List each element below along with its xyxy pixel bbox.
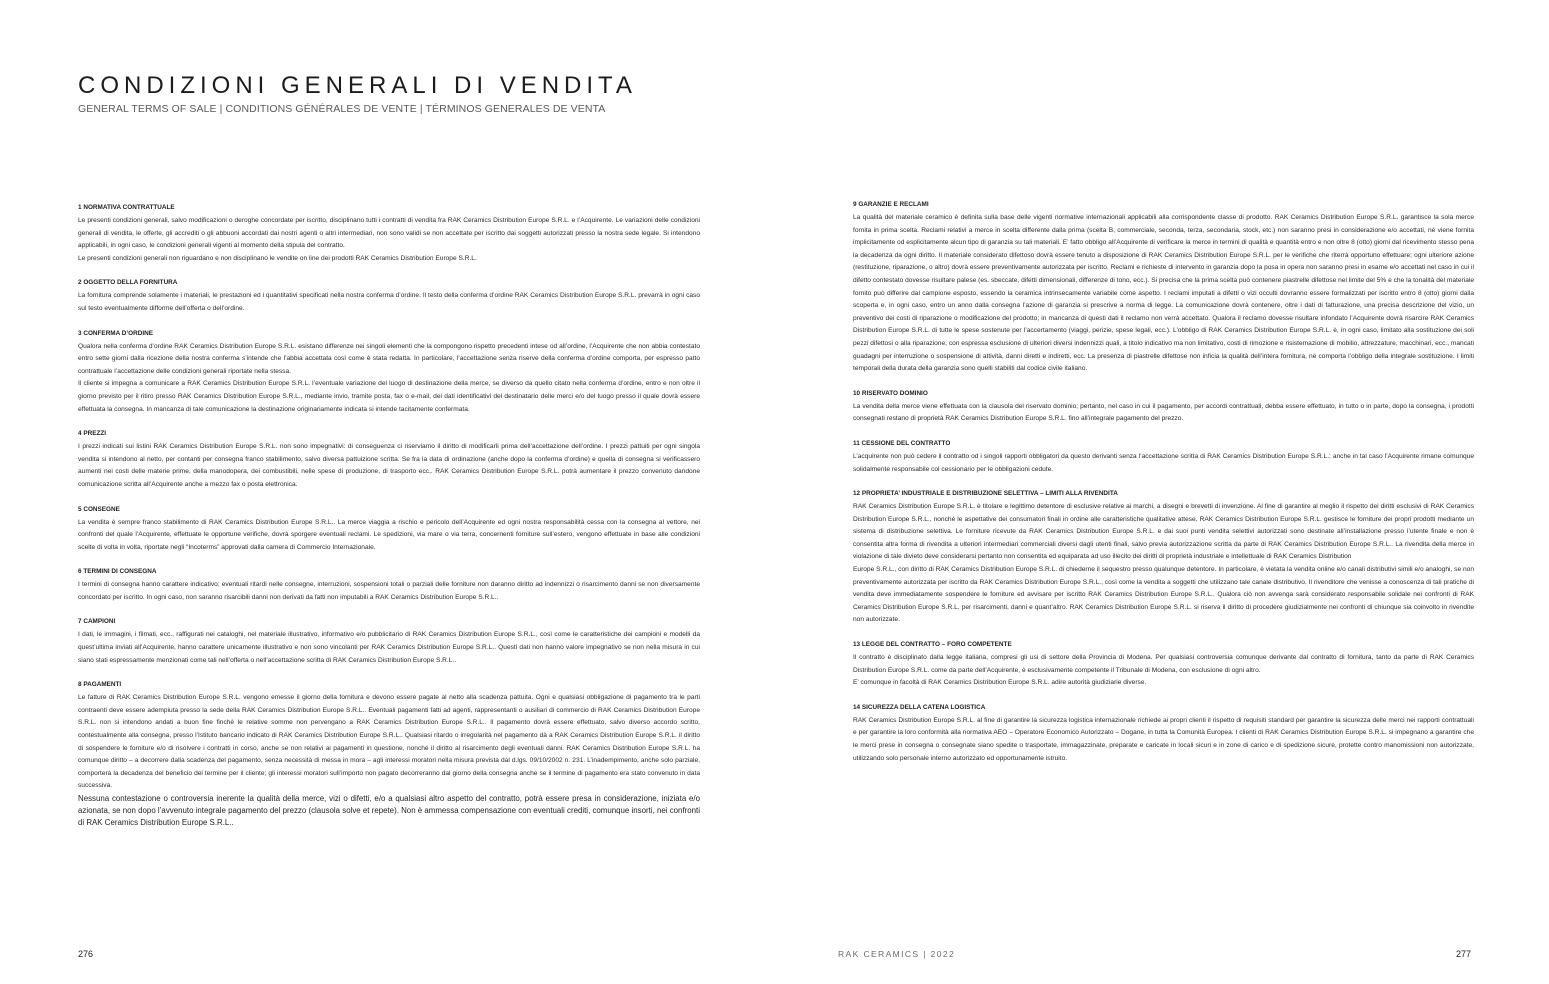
section-14 [853, 703, 1474, 765]
page-title: CONDIZIONI GENERALI DI VENDITA [78, 72, 637, 99]
section-paragraph: Il contratto è disciplinato dalla legge italiana, compresi gli usi di settore della Provincia di Modena. Per qualsiasi controversia comunque derivante dal contratto di fornitura, tanto da parte di RAK Ceramics Distribution Europe S.R.L. come da parte dell’Acquirente, è esclusivamente competente il Tribunale di Modena, con esclusione di ogni altro. [853, 654, 1474, 674]
section-4 [78, 429, 700, 491]
section-paragraph: I prezzi indicati sui listini RAK Ceramics Distribution Europe S.R.L. non sono impegnativi: di conseguenza ci riserviamo il diritto di modificarli prima dell’accettazione dell’ordine. I prezzi pattuiti per ogni singola vendita si intendono al netto, per contanti per consegna franco stabilimento, salvo diversa pattuizione scritta. Se fra la data di ordinazione (anche dopo la conferma d’ordine) e quella di consegna si verificassero aumenti nei costi delle materie prime, della manodopera, dei combustibili, nelle spese di produzione, di trasporto ecc,. RAK Ceramics Distribution Europe S.R.L. potrà aumentare il prezzo convenuto dandone comunicazione scritta all’Acquirente anche a mezzo fax o posta elettronica. [78, 443, 700, 488]
right-page-number: 277 [1455, 949, 1471, 959]
section-paragraph: Il cliente si impegna a comunicare a RAK Ceramics Distribution Europe S.R.L. l’eventuale variazione del luogo di destinazione della merce, se diverso da quello citato nella conferma d’ordine, entro e non oltre il giorno previsto per il ritiro presso RAK Ceramics Distribution Europe S.R.L., mediante invio, tramite posta, fax o e-mail, dei dati identificativi del destinatario delle merci e/o del luogo presso il quale dovrà essere effettuata la consegna. In mancanza di tale comunicazione la destinazione originariamente indicata si intende tacitamente confermata. [78, 380, 700, 413]
section-heading: 10 RISERVATO DOMINIO [853, 389, 928, 397]
section-heading: 4 PREZZI [78, 430, 107, 438]
section-heading: 9 GARANZIE E RECLAMI [853, 201, 929, 208]
section-heading: 5 CONSEGNE [78, 505, 120, 513]
section-heading: 11 CESSIONE DEL CONTRATTO [853, 439, 951, 447]
left-column [78, 203, 700, 843]
section-paragraph: La qualità del materiale ceramico è definita sulla base delle vigenti normative internazionali applicabili alla corrispondente classe di prodotto. RAK Ceramics Distribution Europe S.R.L. garantisce la sola merce fornita in prima scelta. Reclami relativi a merce in scelta differente dalla prima (scelta B, commerciale, seconda, terza, secondaria, stock, etc.) non saranno presi in considerazione e/o accettati, né viene fornita implicitamente od esplicitamente alcun tipo di garanzia su tali materiali. E’ fatto obbligo all’Acquirente di verificare la merce in termini di qualità e quantità entro e non oltre 8 (otto) giorni dal ricevimento stesso pena la decadenza da ogni diritto. Il materiale considerato difettoso dovrà essere tenuto a disposizione di RAK Ceramics Distribution Europe S.R.L. per le verifiche che riterrà opportuno effettuare; ogni ulteriore azione (restituzione, riparazione, o altro) dovrà essere preventivamente autorizzata per iscritto. Reclami e richieste di intervento in garanzia dopo la posa in opera non saranno presi in esame e/o accettati nel caso in cui il difetto contestato dovesse risultare palese (es. sbeccate, difetti dimensionali, differenze di tono, ecc.). Si precisa che la prima scelta può contenere piastrelle difettose nel limite del 5% e che la tonalità del materiale fornito può differire dal campione esposto, essendo la ceramica intrinsecamente variabile come aspetto. I reclami imputati a difetti o vizi occulti dovranno essere formalizzati per iscritto entro 8 (otto) giorni dalla scoperta e, in ogni caso, entro un anno dalla consegna l’azione di garanzia si prescrive a norma di legge. La comunicazione dovrà contenere, oltre i dati di fatturazione, una precisa descrizione del vizio, un preventivo dei costi di riparazione o modificazione del prodotto; in mancanza di questi dati il reclamo non verrà accettato. Qualora il reclamo dovesse risultare infondato l’Acquirente dovrà risarcire RAK Ceramics Distribution Europe S.R.L. di tutte le spese sostenute per l’accertamento (viaggi, perizie, spese legali, ecc.). L’obbligo di RAK Ceramics Distribution Europe S.R.L. è, in ogni caso, limitato alla sostituzione dei soli pezzi difettosi o alla riparazione, con espressa esclusione di ulteriori diversi indennizzi quali, a titolo indicativo ma non limitativo, costi di rimozione e risistemazione di mobilio, attrezzature, macchinari, ecc., mancati guadagni per interruzione o sospensione di attività, danni diretti e indiretti, ecc. La presenza di piastrelle difettose non inficia la qualità dell’intera fornitura, né comporta l’obbligo della integrale sostituzione. I limiti temporali della durata della garanzia sono quelli stabiliti dal codice civile italiano. [853, 214, 1474, 373]
section-heading: 2 OGGETTO DELLA FORNITURA [78, 279, 178, 287]
section-heading: 12 PROPRIETA’ INDUSTRIALE E DISTRIBUZIONE SELETTIVA – LIMITI ALLA RIVENDITA [853, 490, 1118, 498]
section-paragraph: Qualora nella conferma d’ordine RAK Ceramics Distribution Europe S.R.L. esistano differenze nei singoli elementi che la compongono rispetto precedenti intese od all’ordine, l’Acquirente che non abbia contestato entro sette giorni dalla ricezione della nostra conferma s’intende che l’abbia accettata così come è stata redatta. In particolare, l’accettazione senza riserve della conferma d’ordine comporta, per espresso patto contrattuale l’accettazione delle condizioni generali riportate nella stessa. [78, 342, 700, 375]
section-paragraph: Europe S.R.L., con diritto di RAK Ceramics Distribution Europe S.R.L. di chiederne il sequestro presso qualunque detentore. In particolare, è vietata la vendita online e/o canali distributivi simili e/o analoghi, se non preventivamente autorizzata per iscritto da RAK Ceramics Distribution Europe S.R.L., così come la vendita a soggetti che utilizzano tale canale distributivo. Il rivenditore che venisse a conoscenza di tali pratiche di vendita deve immediatamente sospendere le forniture ed avvisare per iscritto RAK Ceramics Distribution Europe S.R.L.. Qualora ciò non avvenga sarà considerato responsabile solidale nei confronti di RAK Ceramics Distribution Europe S.R.L. per risarcimenti, danni e quant’altro. RAK Ceramics Distribution Europe S.R.L. si riserva il diritto di procedere giudizialmente nei confronti di chiunque sia coinvolto in rivendite non autorizzate. [853, 566, 1474, 624]
section-heading: 7 CAMPIONI [78, 618, 116, 626]
section-emphasis-paragraph: Nessuna contestazione o controversia inerente la qualità della merce, vizi o difetti, e/o a qualsiasi altro aspetto del contratto, potrà essere presa in considerazione, iniziata e/o azionata, se non dopo l’avvenuto integrale pagamento del prezzo (clausola solve et repete). Non è ammessa compensazione con eventuali crediti, comunque insorti, nei confronti di RAK Ceramics Distribution Europe S.R.L.. [78, 794, 700, 828]
section-5 [78, 505, 700, 555]
page-subtitle: GENERAL TERMS OF SALE | CONDITIONS GÉNÉRALES DE VENTE | TÉRMINOS GENERALES DE VENTA [78, 103, 606, 115]
section-paragraph: L’acquirente non può cedere il contratto od i singoli rapporti obbligatori da questo derivanti senza l’accettazione scritta di RAK Ceramics Distribution Europe S.R.L.; anche in tal caso l’Acquirente rimane comunque solidalmente responsabile col cessionario per le obbligazioni cedute. [853, 452, 1474, 473]
section-6 [78, 567, 700, 604]
section-paragraph: RAK Ceramics Distribution Europe S.R.L. al fine di garantire la sicurezza logistica internazionale richiede ai propri clienti il rispetto di requisiti standard per garantire la sicurezza delle merci nei rapporti contrattuali e per garantire la loro conformità alla normativa AEO – Operatore Economico Autorizzato – Dogane, in tutta la Comunità Europea. I clienti di RAK Ceramics Distribution Europe S.R.L. si impegnano a garantire che le merci prese in consegna o consegnate siano spedite o trasportate, immagazzinate, preparate e caricate in locali sicuri e in zone di carico e di spedizione sicure, protette contro manomissioni non autorizzate, utilizzando solo personale interno autorizzato ed opportunamente istruito. [853, 716, 1474, 762]
section-heading: 3 CONFERMA D’ORDINE [78, 329, 154, 337]
footer-brand: RAK CERAMICS | 2022 [838, 949, 956, 959]
section-12 [853, 489, 1474, 627]
section-heading: 6 TERMINI DI CONSEGNA [78, 568, 157, 576]
section-7 [78, 617, 700, 667]
section-3 [78, 329, 700, 417]
section-paragraph: Le presenti condizioni generali, salvo modificazioni o deroghe concordate per iscritto, disciplinano tutti i contratti di vendita fra RAK Ceramics Distribution Europe S.R.L. e l’Acquirente. Le variazioni delle condizioni generali di vendita, le offerte, gli accrediti o gli abbuoni accordati dai nostri agenti o altri intermediari, non sono validi se non accettate per iscritto dai soggetti autorizzati presso la nostra sede legale. Si intendono applicabili, in ogni caso, le condizioni generali vigenti al momento della stipula del contratto. [78, 217, 700, 250]
section-paragraph: I termini di consegna hanno carattere indicativo; eventuali ritardi nelle consegne, interruzioni, sospensioni totali o parziali delle forniture non daranno diritto ad indennizzi o risarcimento danni se non diversamente concordato per iscritto. In ogni caso, non saranno risarcibili danni non derivati da fatti non imputabili a RAK Ceramics Distribution Europe S.R.L.. [78, 581, 700, 601]
section-13 [853, 640, 1474, 690]
section-10 [853, 389, 1474, 426]
section-heading: 13 LEGGE DEL CONTRATTO – FORO COMPETENTE [853, 641, 1012, 649]
section-heading: 8 PAGAMENTI [78, 681, 122, 689]
section-8 [78, 680, 700, 829]
section-heading: 14 SICUREZZA DELLA CATENA LOGISTICA [853, 703, 986, 711]
section-paragraph: RAK Ceramics Distribution Europe S.R.L. è titolare e legittimo detentore di esclusive relative ai marchi, a disegni e brevetti di invenzione. Al fine di garantire al meglio il rispetto dei diritti esclusivi di RAK Ceramics Distribution Europe S.R.L., nonché le aspettative dei consumatori finali in ordine alle caratteristiche qualitative attese, RAK Ceramics Distribution Europe S.R.L. gestisce le forniture dei propri prodotti mediante un sistema di distribuzione selettiva. Le forniture ricevute da RAK Ceramics Distribution Europe S.R.L. e dai suoi punti vendita selettivi autorizzati sono destinate all’installazione presso l’utente finale e non è consentita altra forma di rivendita a ulteriori intermediari commerciali diversi dagli utenti finali, salvo previa autorizzazione scritta da parte di RAK Ceramics Distribution Europe S.R.L.. La rivendita della merce in violazione di tale divieto deve considerarsi pertanto non consentita ed equiparata ad uso illecito dei diritti di proprietà industriale e intellettuale di RAK Ceramics Distribution [853, 503, 1474, 561]
right-column [853, 200, 1474, 778]
section-paragraph: Le presenti condizioni generali non riguardano e non disciplinano le vendite on line dei prodotti RAK Ceramics Distribution Europe S.R.L. [78, 254, 477, 262]
section-11 [853, 439, 1474, 476]
section-9 [853, 200, 1474, 376]
section-1 [78, 203, 700, 265]
section-2 [78, 278, 700, 315]
section-paragraph: I dati, le immagini, i filmati, ecc., raffigurati nei cataloghi, nel materiale illustrativo, informativo e/o pubblicitario di RAK Ceramics Distribution Europe S.R.L., così come le caratteristiche dei campioni e modelli da quest’ultima inviati all’Acquirente, hanno carattere unicamente illustrativo e non sono vincolanti per RAK Ceramics Distribution Europe S.R.L.. Questi dati non hanno valore impegnativo se non nella misura in cui siano stati espressamente menzionati come tali nell’offerta o nell’accettazione scritta di RAK Ceramics Distribution Europe S.R.L.. [78, 631, 700, 664]
section-paragraph: Le fatture di RAK Ceramics Distribution Europe S.R.L. vengono emesse il giorno della fornitura e devono essere pagate al netto alla scadenza pattuita. Ogni e qualsiasi obbligazione di pagamento tra le parti contraenti deve essere adempiuta presso la sede della RAK Ceramics Distribution Europe S.R.L.. Eventuali pagamenti fatti ad agenti, rappresentanti o ausiliari di commercio di RAK Ceramics Distribution Europe S.R.L. non si intendono andati a buon fine finché le relative somme non pervengano a RAK Ceramics Distribution Europe S.R.L.. Il pagamento dovrà essere effettuato, salvo diverso accordo scritto, contestualmente alla consegna, presso l’Istituto bancario indicato di RAK Ceramics Distribution Europe S.R.L.. Qualsiasi ritardo o irregolarità nel pagamento dà a RAK Ceramics Distribution Europe S.R.L. il diritto di sospendere le forniture e/o di risolvere i contratti in corso, anche se non relativi ai pagamenti in questione, nonché il diritto al risarcimento degli eventuali danni. RAK Ceramics Distribution Europe S.R.L. ha comunque diritto – a decorrere dalla scadenza del pagamento, senza necessità di messa in mora – agli interessi moratori nella misura prevista dal d.lgs. 09/10/2002 n. 231. L’inadempimento, anche solo parziale, comporterà la decadenza del beneficio del termine per il cliente; gli interessi moratori sull’importo non pagato decorreranno dal giorno della consegna anche se il termine di pagamento era stato convenuto in data successiva. [78, 694, 700, 790]
section-heading: 1 NORMATIVA CONTRATTUALE [78, 204, 175, 211]
section-paragraph: La vendita è sempre franco stabilimento di RAK Ceramics Distribution Europe S.R.L.. La merce viaggia a rischio e pericolo dell’Acquirente ed ogni nostra responsabilità cessa con la consegna al vettore, nei confronti del quale l’Acquirente, effettuate le opportune verifiche, dovrà sporgere eventuali reclami. Le spedizioni, via mare o via terra, concernenti forniture sull’estero, vengono effettuate in base alle condizioni scelte di volta in volta, riportate negli “Incoterms” approvati dalla camera di Commercio Internazionale. [78, 518, 700, 551]
section-paragraph: E’ comunque in facoltà di RAK Ceramics Distribution Europe S.R.L. adire autorità giudiziarie diverse. [853, 679, 1147, 687]
section-paragraph: La vendita della merce viene effettuata con la clausola del riservato dominio; pertanto, nel caso in cui il pagamento, per accordi contrattuali, debba essere effettuato, in tutto o in parte, dopo la consegna, i prodotti consegnati restano di proprietà RAK Ceramics Distribution Europe S.R.L. fino all’integrale pagamento del prezzo. [853, 402, 1474, 423]
left-page-number: 276 [78, 949, 94, 959]
section-paragraph: La fornitura comprende solamente i materiali, le prestazioni ed i quantitativi specificati nella nostra conferma d’ordine. Il testo della conferma d’ordine RAK Ceramics Distribution Europe S.R.L. prevarrà in ogni caso sul testo eventualmente difforme dell’offerta o dell’ordine. [78, 292, 700, 312]
